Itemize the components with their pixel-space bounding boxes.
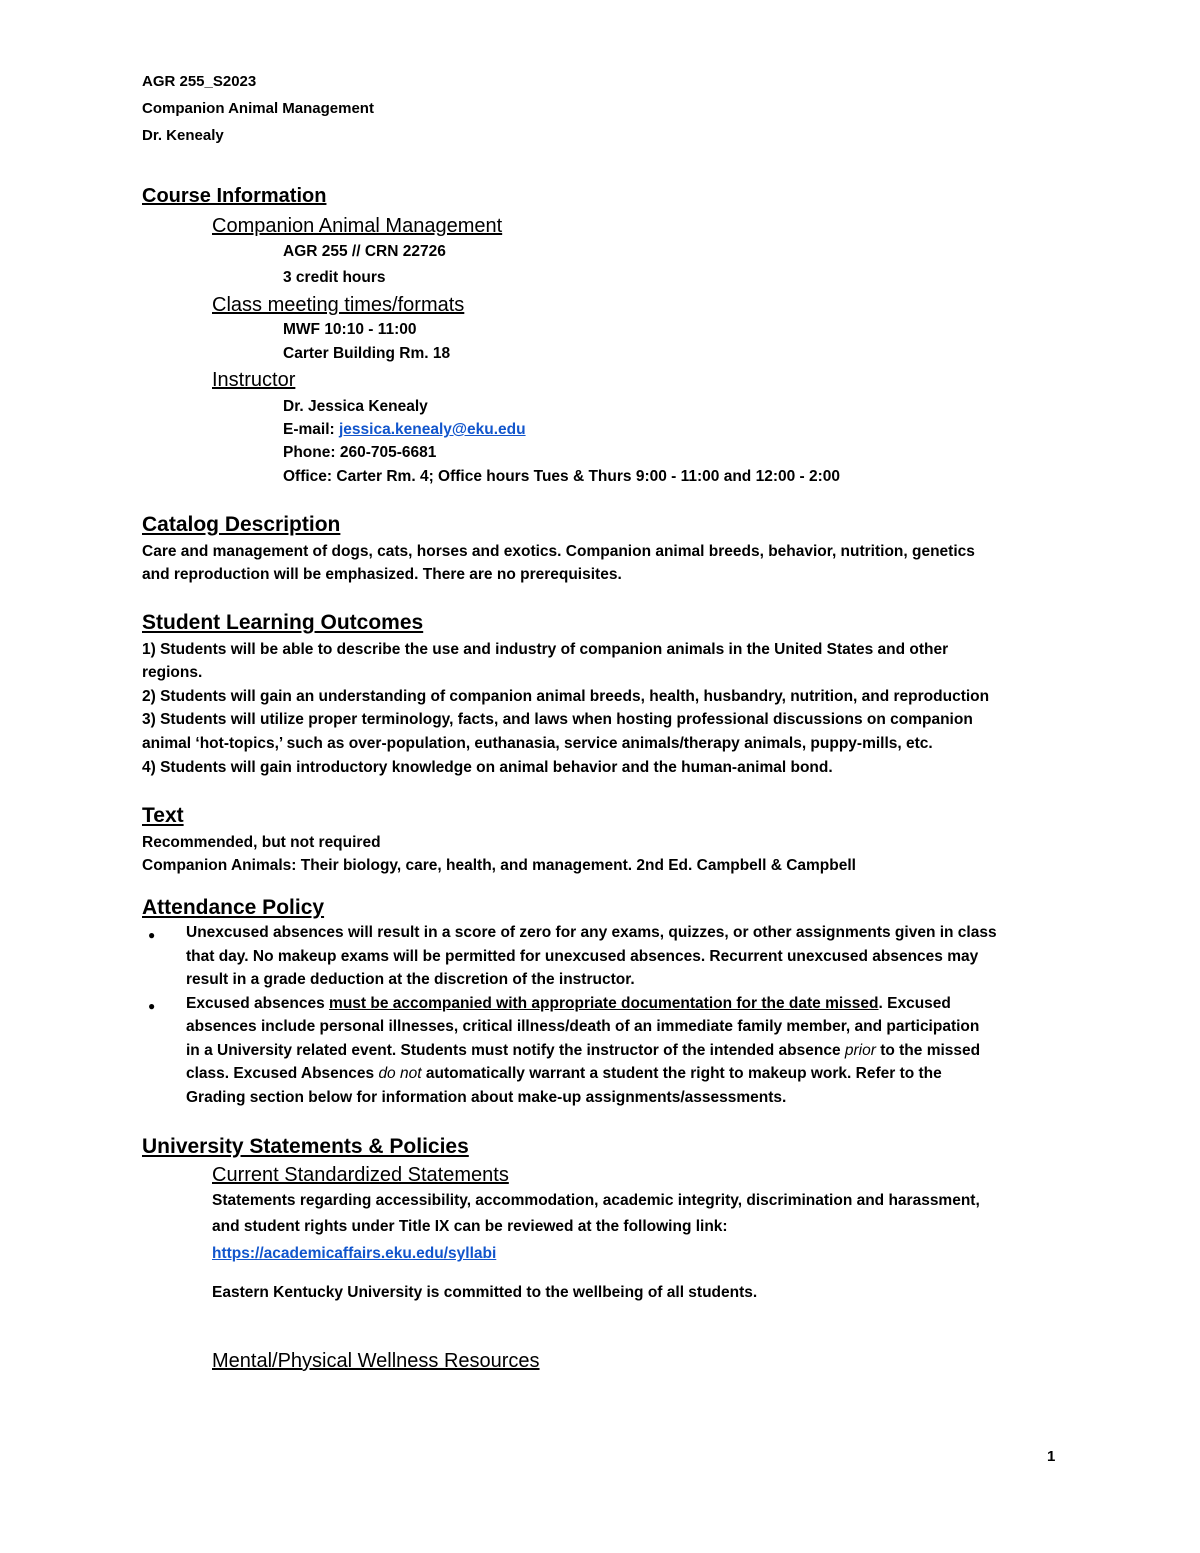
catalog-line-2: and reproduction will be emphasized. There are no prerequisites. xyxy=(142,566,622,583)
italic-run: prior xyxy=(844,1042,876,1059)
text-run: in a University related event. Students must notify the instructor of the intended absence xyxy=(186,1042,845,1059)
attendance-heading: Attendance Policy xyxy=(142,896,325,919)
wellbeing-line: Eastern Kentucky University is committed to the wellbeing of all students. xyxy=(212,1284,758,1301)
attendance-b2-line: Grading section below for information about make-up assignments/assessments. xyxy=(186,1089,787,1106)
statements-line-2: and student rights under Title IX can be reviewed at the following link: xyxy=(212,1218,728,1235)
wellness-heading: Mental/Physical Wellness Resources xyxy=(212,1350,540,1372)
text-heading: Text xyxy=(142,804,184,827)
university-heading: University Statements & Policies xyxy=(142,1135,469,1158)
credit-hours: 3 credit hours xyxy=(283,269,386,286)
course-title-heading: Companion Animal Management xyxy=(212,215,503,237)
email-label: E-mail: xyxy=(283,421,339,438)
meeting-time: MWF 10:10 - 11:00 xyxy=(283,321,417,338)
page-number: 1 xyxy=(1047,1448,1056,1465)
text-run: to the missed xyxy=(875,1042,981,1059)
course-name: Companion Animal Management xyxy=(142,100,374,117)
outcomes-heading: Student Learning Outcomes xyxy=(142,611,424,634)
text-run: . Excused xyxy=(878,995,951,1012)
outcome-line: 2) Students will gain an understanding of companion animal breeds, health, husbandry, nutrition, and reproduction xyxy=(142,688,990,705)
text-run: automatically warrant a student the right to makeup work. Refer to the xyxy=(421,1065,942,1082)
catalog-heading: Catalog Description xyxy=(142,513,341,536)
outcome-line: 1) Students will be able to describe the use and industry of companion animals in the United States and other xyxy=(142,641,949,658)
attendance-b1-line: that day. No makeup exams will be permitted for unexcused absences. Recurrent unexcused absences may xyxy=(186,948,979,965)
email-link[interactable]: jessica.kenealy@eku.edu xyxy=(338,421,526,438)
office-line: Office: Carter Rm. 4; Office hours Tues & Thurs 9:00 - 11:00 and 12:00 - 2:00 xyxy=(283,468,841,485)
instructor-heading: Instructor xyxy=(212,369,296,391)
bullet-icon: ● xyxy=(148,999,156,1013)
outcome-line: 3) Students will utilize proper terminology, facts, and laws when hosting professional discussions on companion xyxy=(142,711,973,728)
instructor-short: Dr. Kenealy xyxy=(142,127,224,144)
instructor-name: Dr. Jessica Kenealy xyxy=(283,398,428,415)
course-code-crn: AGR 255 // CRN 22726 xyxy=(283,243,446,260)
course-information-heading: Course Information xyxy=(142,185,327,207)
outcome-line: regions. xyxy=(142,664,203,681)
italic-run: do not xyxy=(378,1065,422,1082)
attendance-b2-line xyxy=(186,1042,980,1060)
meeting-heading: Class meeting times/formats xyxy=(212,294,465,316)
meeting-place: Carter Building Rm. 18 xyxy=(283,345,451,362)
attendance-b2-line: absences include personal illnesses, critical illness/death of an immediate family member, and participation xyxy=(186,1018,980,1035)
course-code: AGR 255_S2023 xyxy=(142,73,257,90)
underlined-run: must be accompanied with appropriate documentation for the date missed xyxy=(329,995,879,1012)
catalog-line-1: Care and management of dogs, cats, horses and exotics. Companion animal breeds, behavior, nutrition, genetics xyxy=(142,543,975,560)
outcome-line: 4) Students will gain introductory knowledge on animal behavior and the human-animal bond. xyxy=(142,759,833,776)
attendance-b1-line: Unexcused absences will result in a score of zero for any exams, quizzes, or other assignments given in class xyxy=(186,924,997,941)
standardized-statements-heading: Current Standardized Statements xyxy=(212,1164,509,1186)
text-run: Excused absences xyxy=(186,995,330,1012)
text-run: class. Excused Absences xyxy=(186,1065,379,1082)
outcome-line: animal ‘hot-topics,’ such as over-population, euthanasia, service animals/therapy animals, puppy-mills, etc. xyxy=(142,735,933,752)
attendance-b2-line xyxy=(186,1065,942,1083)
text-line-1: Recommended, but not required xyxy=(142,834,381,851)
bullet-icon: ● xyxy=(148,928,156,942)
email-line xyxy=(283,421,526,439)
syllabi-link[interactable]: https://academicaffairs.eku.edu/syllabi xyxy=(212,1245,497,1262)
text-line-2: Companion Animals: Their biology, care, health, and management. 2nd Ed. Campbell & Campbell xyxy=(142,857,856,874)
attendance-b1-line: result in a grade deduction at the discretion of the instructor. xyxy=(186,971,635,988)
phone-line: Phone: 260-705-6681 xyxy=(283,444,437,461)
statements-line-1: Statements regarding accessibility, accommodation, academic integrity, discrimination and harassment, xyxy=(212,1192,980,1209)
attendance-b2-line xyxy=(186,995,951,1013)
